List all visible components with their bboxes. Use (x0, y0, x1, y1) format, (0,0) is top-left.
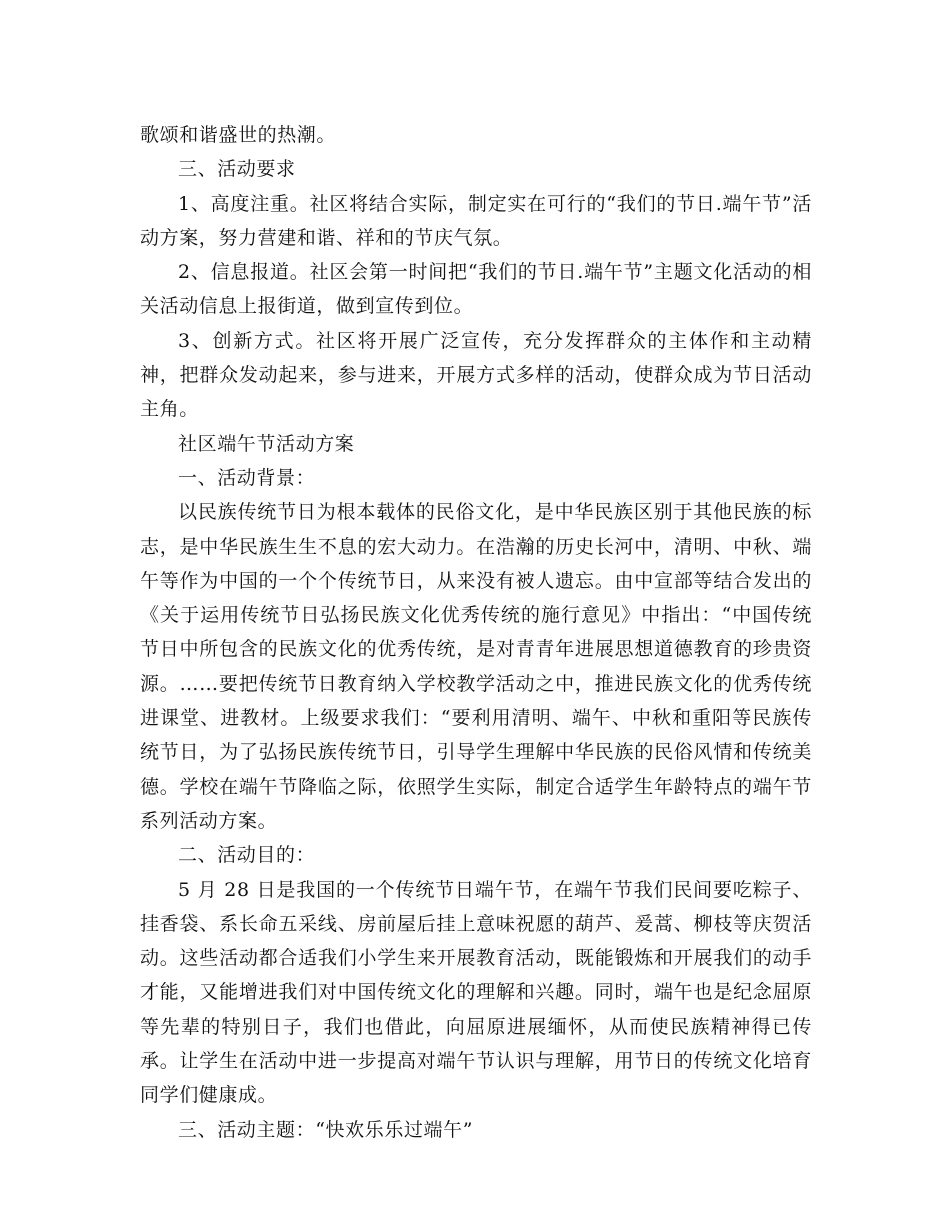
paragraph-requirement-2: 2、信息报道。社区会第一时间把“我们的节日.端午节”主题文化活动的相关活动信息上报街道，做到宣传到位。 (140, 261, 812, 318)
heading-activity-theme: 三、活动主题：“快欢乐乐过端午” (178, 1118, 474, 1141)
paragraph-requirement-1: 1、高度注重。社区将结合实际，制定实在可行的“我们的节日.端午节”活动方案，努力营建和谐、祥和的节庆气氛。 (140, 192, 812, 249)
paragraph-continuation: 歌颂和谐盛世的热潮。 (140, 124, 337, 146)
paragraph-background: 以民族传统节日为根本载体的民俗文化，是中华民族区别于其他民族的标志，是中华民族生生不息的宏大动力。在浩瀚的历史长河中，清明、中秋、端午等作为中国的一个个传统节日，从来没有被人遗忘。由中宣部等结合发出的《关于运用传统节日弘扬民族文化优秀传统的施行意见》中指出：“中国传统节日中所包含的民族文化的优秀传统，是对青青年进展思想道德教育的珍贵资源。……要把传统节日教育纳入学校教学活动之中，推进民族文化的优秀传统进课堂、进教材。上级要求我们：“要利用清明、端午、中秋和重阳等民族传统节日，为了弘扬民族传统节日，引导学生理解中华民族的民俗风情和传统美德。学校在端午节降临之际，依照学生实际，制定合适学生年龄特点的端午节系列活动方案。 (140, 501, 812, 832)
heading-activity-purpose: 二、活动目的： (178, 844, 316, 867)
paragraph-purpose: 5 月 28 日是我国的一个传统节日端午节，在端午节我们民间要吃粽子、挂香袋、系长命五采线、房前屋后挂上意味祝愿的葫芦、爰蒿、柳枝等庆贺活动。这些活动都合适我们小学生来开展教育活动，既能锻炼和开展我们的动手才能，又能增进我们对中国传统文化的理解和兴趣。同时，端午也是纪念屈原等先辈的特别日子，我们也借此，向屈原进展缅怀，从而使民族精神得已传承。让学生在活动中进一步提高对端午节认识与理解，用节日的传统文化培育同学们健康成。 (140, 878, 812, 1107)
paragraph-requirement-3: 3、创新方式。社区将开展广泛宣传，充分发挥群众的主体作和主动精神，把群众发动起来，参与进来，开展方式多样的活动，使群众成为节日活动主角。 (140, 329, 812, 421)
document-body (140, 118, 812, 1147)
heading-activity-background: 一、活动背景： (178, 466, 316, 489)
heading-activity-requirements: 三、活动要求 (178, 158, 296, 181)
section-title: 社区端午节活动方案 (178, 432, 355, 455)
